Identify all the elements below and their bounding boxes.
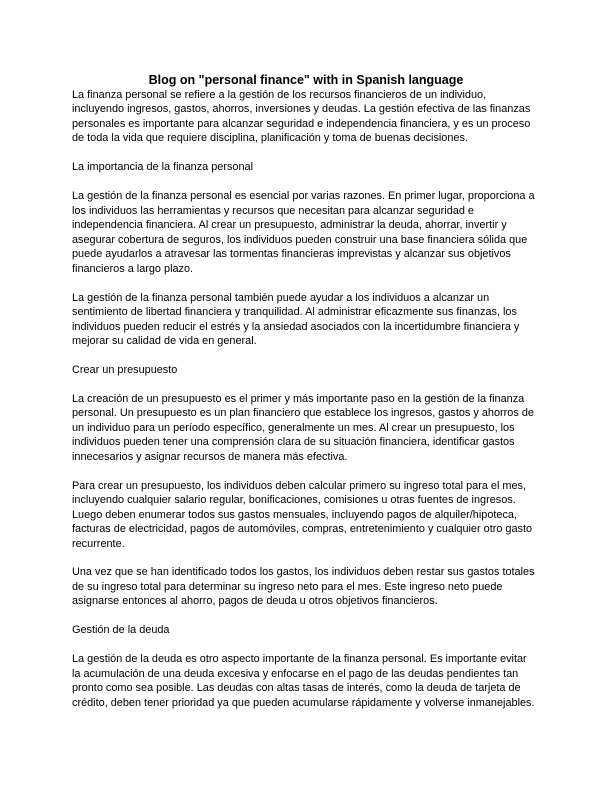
paragraph-line: personales es importante para alcanzar seguridad e independencia financiera, y es un proceso	[72, 117, 531, 130]
paragraph-line: de su ingreso total para determinar su ingreso neto para el mes. Este ingreso neto puede	[72, 580, 503, 593]
paragraph-line: La gestión de la deuda es otro aspecto importante de la finanza personal. Es importante evitar	[72, 653, 527, 666]
paragraph-line: individuos pueden tener una comprensión clara de su situación financiera, identificar gastos	[72, 436, 515, 449]
paragraph	[72, 652, 552, 710]
paragraph-line: pronto como sea posible. Las deudas con altas tasas de interés, como la deuda de tarjeta de	[72, 682, 521, 695]
paragraph-line: Luego deben enumerar todos sus gastos mensuales, incluyendo pagos de alquiler/hipoteca,	[72, 508, 518, 521]
paragraph-line: personal. Un presupuesto es un plan financiero que establece los ingresos, gastos y ahorros de	[72, 407, 534, 420]
paragraph-line: recurrente.	[72, 537, 125, 550]
paragraph-spacer	[72, 638, 552, 652]
paragraph-line: un individuo para un período específico, generalmente un mes. Al crear un presupuesto, los	[72, 421, 515, 434]
paragraph-line: la acumulación de una deuda excesiva y enfocarse en el pago de las deudas pendientes tan	[72, 667, 519, 680]
paragraph	[72, 565, 552, 608]
paragraph-line: asegurar cobertura de seguros, los individuos pueden construir una base financiera sólida que	[72, 233, 528, 246]
paragraph	[72, 291, 552, 349]
paragraph-line: La gestión de la finanza personal es esencial por varias razones. En primer lugar, proporciona a	[72, 190, 535, 203]
paragraph-line: de toda la vida que requiere disciplina, planificación y toma de buenas decisiones.	[72, 132, 468, 145]
paragraph-line: crédito, deben tener prioridad ya que pueden acumularse rápidamente y volverse inmanejables.	[72, 696, 535, 709]
paragraph	[72, 479, 552, 551]
document-title: Blog on "personal finance" with in Spanish language	[148, 73, 464, 87]
paragraph	[72, 88, 552, 146]
paragraph-line: La gestión de la finanza personal también puede ayudar a los individuos a alcanzar un	[72, 291, 490, 304]
paragraph	[72, 189, 552, 276]
heading-text: Crear un presupuesto	[72, 363, 178, 376]
paragraph-line: los individuos las herramientas y recursos que necesitan para alcanzar seguridad e	[72, 204, 474, 217]
paragraph-line: puede ayudarlos a atravesar las tormentas financieras imprevistas y alcanzar sus objetivos	[72, 248, 511, 261]
paragraph-spacer	[72, 551, 552, 565]
paragraph-line: independencia financiera. Al crear un presupuesto, administrar la deuda, ahorrar, invertir y	[72, 219, 507, 232]
heading-text: Gestión de la deuda	[72, 624, 170, 637]
section-heading	[72, 363, 552, 377]
paragraph-line: incluyendo cualquier salario regular, bonificaciones, comisiones u otras fuentes de ingresos.	[72, 494, 516, 507]
document-body	[72, 88, 552, 710]
paragraph-line: asignarse entonces al ahorro, pagos de deuda u otros objetivos financieros.	[72, 595, 438, 608]
section-heading	[72, 160, 552, 174]
paragraph-spacer	[72, 175, 552, 189]
paragraph-line: financieros a largo plazo.	[72, 262, 194, 275]
heading-text: La importancia de la finanza personal	[72, 161, 254, 174]
paragraph-line: La creación de un presupuesto es el primer y más importante paso en la gestión de la finanza	[72, 392, 525, 405]
section-heading	[72, 623, 552, 637]
paragraph-line: sentimiento de libertad financiera y tranquilidad. Al administrar eficazmente sus finanzas, los	[72, 306, 517, 319]
paragraph-line: innecesarios y asignar recursos de manera más efectiva.	[72, 450, 348, 463]
paragraph-spacer	[72, 348, 552, 362]
paragraph-spacer	[72, 276, 552, 290]
paragraph-spacer	[72, 609, 552, 623]
paragraph-spacer	[72, 146, 552, 160]
paragraph-line: La finanza personal se refiere a la gestión de los recursos financieros de un individuo,	[72, 89, 487, 101]
paragraph-line: mejorar su calidad de vida en general.	[72, 334, 257, 347]
paragraph-spacer	[72, 464, 552, 478]
paragraph-line: Para crear un presupuesto, los individuos deben calcular primero su ingreso total para el mes,	[72, 479, 527, 492]
paragraph-line: individuos pueden reducir el estrés y la ansiedad asociados con la incertidumbre financiera y	[72, 320, 520, 333]
paragraph	[72, 392, 552, 464]
paragraph-line: facturas de electricidad, pagos de automóviles, compras, entretenimiento y cualquier otro gasto	[72, 523, 533, 536]
paragraph-spacer	[72, 377, 552, 391]
paragraph-line: incluyendo ingresos, gastos, ahorros, inversiones y deudas. La gestión efectiva de las finanzas	[72, 103, 531, 116]
paragraph-line: Una vez que se han identificado todos los gastos, los individuos deben restar sus gastos totales	[72, 566, 535, 579]
